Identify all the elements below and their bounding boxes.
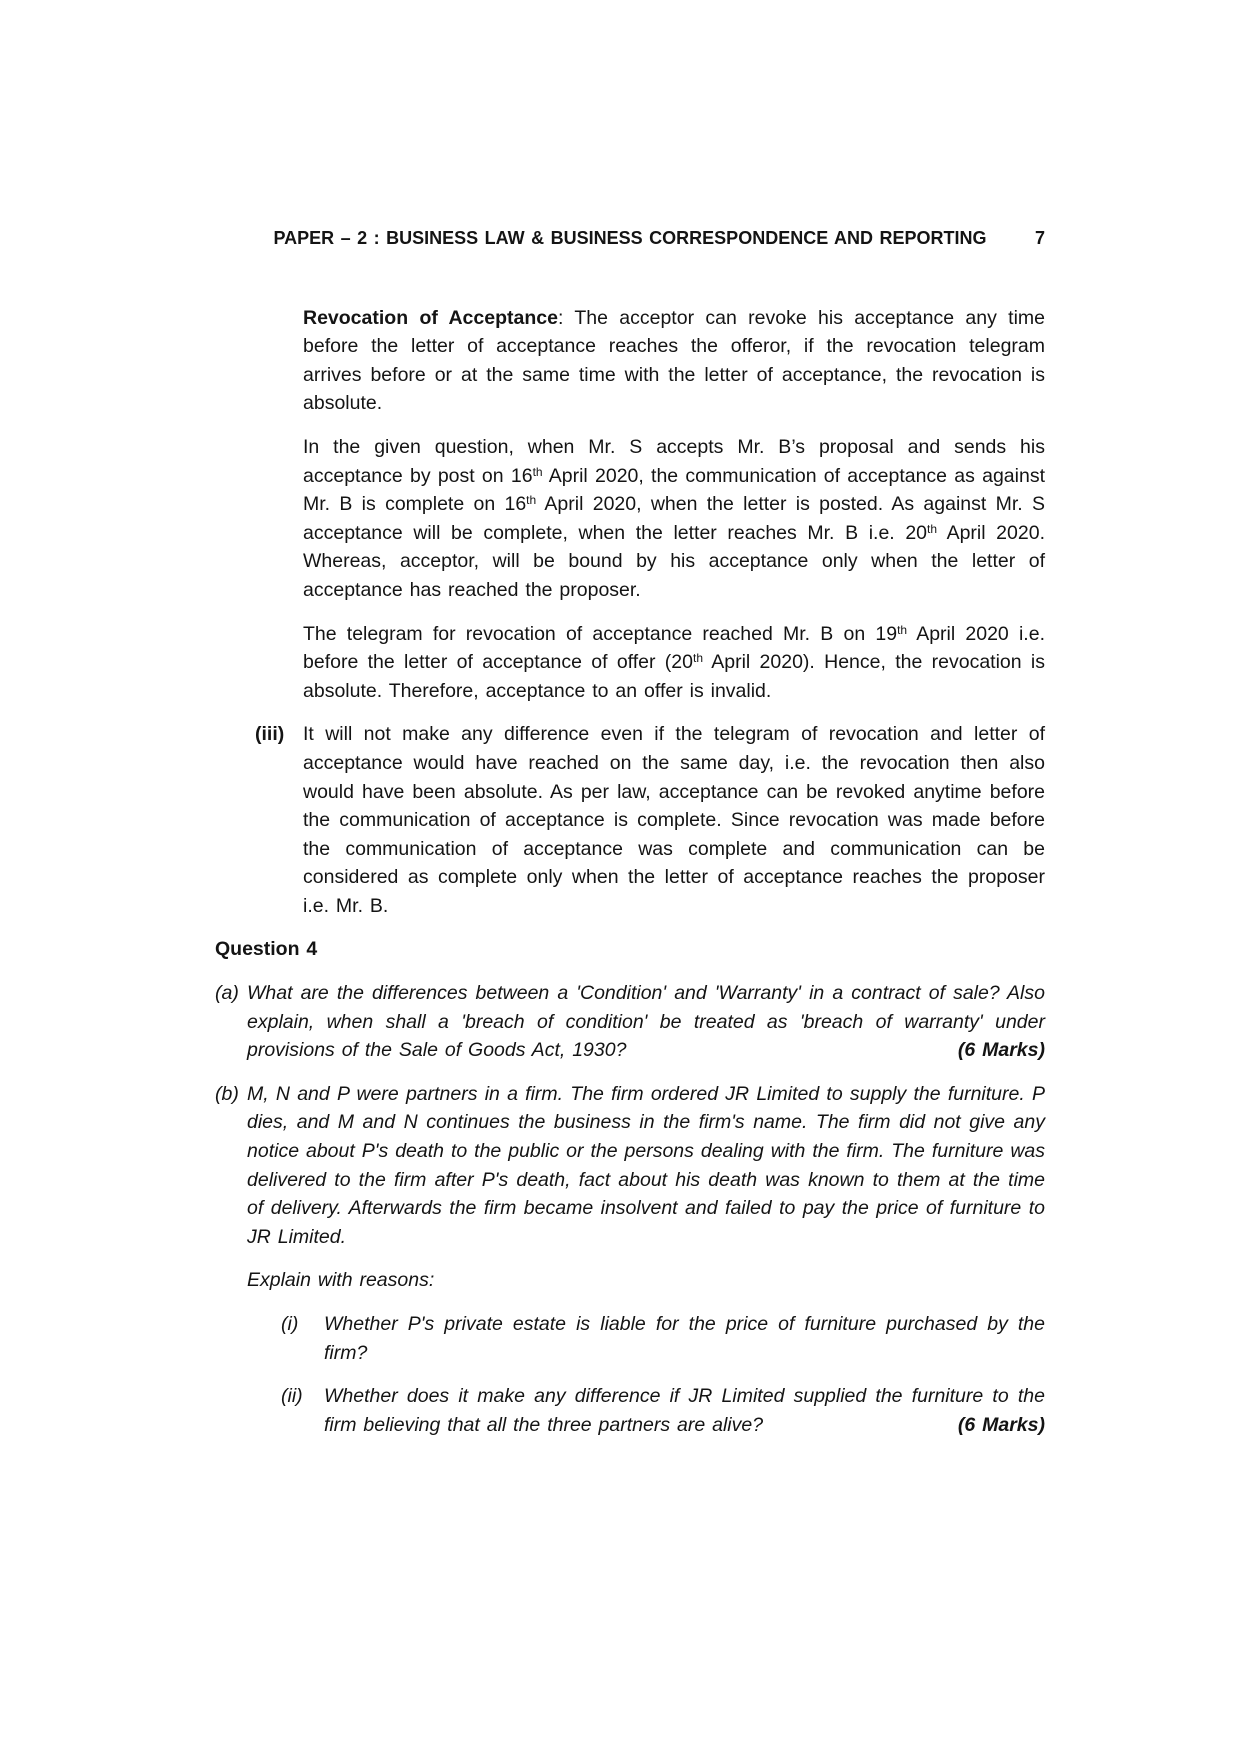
item-a-body (247, 979, 1045, 1065)
sub-item-i-text: Whether P's private estate is liable for the price of furniture purchased by the firm? (324, 1313, 1045, 1364)
sub-item-ii-marks: (6 Marks) (957, 1413, 1045, 1436)
paragraph-telegram-revocation: The telegram for revocation of acceptance reached Mr. B on 19th April 2020 i.e. before the letter of acceptance of offer (20th April 2020). Hence, the revocation is absolute. Therefore, acceptance to an offer is invalid. (303, 622, 1045, 702)
item-a-text: What are the differences between a 'Condition' and 'Warranty' in a contract of sale? Also explain, when shall a 'breach of condition' be treated as 'breach of warranty' under provisions of the Sale of Goods Act, 1930? (247, 982, 1045, 1062)
paragraph-given-question: In the given question, when Mr. S accepts Mr. B’s proposal and sends his acceptance by post on 16th April 2020, the communication of acceptance as against Mr. B is complete on 16th April 2020, when the letter is posted. As against Mr. S acceptance will be complete, when the letter reaches Mr. B i.e. 20th April 2020. Whereas, acceptor, will be bound by his acceptance only when the letter of acceptance has reached the proposer. (303, 435, 1045, 601)
item-b-explain: Explain with reasons: (247, 1269, 435, 1292)
item-iii-marker: (iii) (255, 723, 285, 746)
item-b-marker: (b) (215, 1082, 239, 1105)
paper-title: PAPER – 2 : BUSINESS LAW & BUSINESS CORRESPONDENCE AND REPORTING (273, 228, 987, 248)
sub-item-ii-marker: (ii) (281, 1385, 303, 1408)
page-header (215, 224, 1045, 253)
question-4-heading: Question 4 (215, 938, 318, 961)
answer-item-iii (215, 720, 1045, 920)
sub-item-ii (247, 1382, 1045, 1439)
item-iii-text: It will not make any difference even if the telegram of revocation and letter of acceptance would have reached on the same day, i.e. the revocation then also would have been absolute. As per law, acceptance can be revoked anytime before the communication of acceptance is complete. Since revocation was made before the communication of acceptance was complete and communication can be considered as complete only when the letter of acceptance reaches the proposer i.e. Mr. B. (303, 723, 1045, 917)
item-a-marker: (a) (215, 982, 239, 1005)
item-b-body (247, 1080, 1045, 1440)
page-number: 7 (1034, 228, 1045, 248)
sub-item-i-marker: (i) (281, 1313, 299, 1335)
paragraph-revocation-of-acceptance: Revocation of Acceptance: The acceptor can revoke his acceptance any time before the letter of acceptance reaches the offeror, if the revocation telegram arrives before or at the same time with the letter of acceptance, the revocation is absolute. (303, 306, 1045, 415)
document-page (215, 224, 1045, 1454)
item-b-text: M, N and P were partners in a firm. The firm ordered JR Limited to supply the furniture. P dies, and M and N continues the business in the firm's name. The firm did not give any notice about P's death to the public or the persons dealing with the firm. The furniture was delivered to the firm after P's death, fact about his death was known to them at the time of delivery. Afterwards the firm became insolvent and failed to pay the price of furniture to JR Limited. (247, 1082, 1045, 1248)
question-item-b (215, 1080, 1045, 1440)
question-item-a (215, 979, 1045, 1065)
item-a-marks: (6 Marks) (957, 1039, 1045, 1062)
sub-item-ii-text: Whether does it make any difference if JR Limited supplied the furniture to the firm believing that all the three partners are alive? (324, 1385, 1045, 1436)
sub-item-i (247, 1310, 1045, 1367)
